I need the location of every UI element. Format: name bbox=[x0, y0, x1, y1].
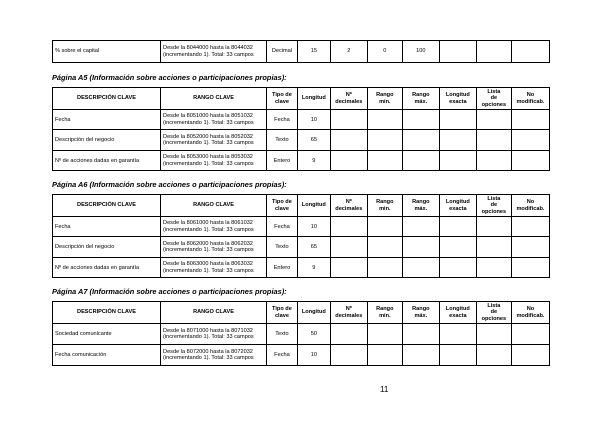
empty-cell bbox=[330, 110, 367, 130]
descripcion-cell: Nº de acciones dadas en garantía bbox=[53, 258, 161, 278]
empty-cell bbox=[511, 110, 549, 130]
header-longitud: Longitud bbox=[297, 302, 330, 324]
section-title: Página A7 (Información sobre acciones o participaciones propias): bbox=[52, 287, 287, 296]
rango-min-cell: 0 bbox=[367, 41, 402, 63]
tipo-cell: Fecha bbox=[267, 110, 298, 130]
empty-cell bbox=[476, 110, 511, 130]
longitud-cell: 50 bbox=[297, 324, 330, 345]
table-row bbox=[53, 237, 550, 258]
empty-cell bbox=[367, 324, 402, 345]
header-descripcion: DESCRIPCIÓN CLAVE bbox=[53, 88, 161, 110]
empty-cell bbox=[439, 130, 476, 151]
empty-cell bbox=[511, 258, 549, 278]
header-longitud: Longitud bbox=[297, 195, 330, 217]
header-longitud-exacta: Longitud exacta bbox=[439, 302, 476, 324]
descripcion-cell: % sobre el capital bbox=[53, 41, 161, 63]
empty-cell bbox=[476, 324, 511, 345]
empty-cell bbox=[439, 217, 476, 237]
header-row bbox=[53, 88, 550, 110]
empty-cell bbox=[402, 237, 439, 258]
tipo-cell: Texto bbox=[267, 324, 298, 345]
longitud-cell: 65 bbox=[297, 130, 330, 151]
table-row bbox=[53, 345, 550, 366]
header-lista-opciones: Lista de opciones bbox=[476, 88, 511, 110]
empty-cell bbox=[439, 345, 476, 366]
table-row bbox=[53, 258, 550, 278]
tipo-cell: Texto bbox=[267, 237, 298, 258]
header-tipo: Tipo de clave bbox=[267, 195, 298, 217]
header-rango: RANGO CLAVE bbox=[161, 302, 267, 324]
rango-max-cell: 100 bbox=[402, 41, 439, 63]
empty-cell bbox=[330, 237, 367, 258]
empty-cell bbox=[402, 110, 439, 130]
empty-cell bbox=[330, 345, 367, 366]
header-no-modificab: No modificab. bbox=[511, 195, 549, 217]
tipo-cell: Texto bbox=[267, 130, 298, 151]
header-longitud-exacta: Longitud exacta bbox=[439, 88, 476, 110]
rango-cell: Desde la 8072000 hasta la 8072032 (incrementando 1). Total: 33 campos bbox=[161, 345, 267, 366]
table-row bbox=[53, 130, 550, 151]
header-rango-max: Rango máx. bbox=[402, 88, 439, 110]
empty-cell bbox=[511, 324, 549, 345]
empty-cell bbox=[330, 217, 367, 237]
longitud-cell: 9 bbox=[297, 151, 330, 171]
descripcion-cell: Descripción del negocio bbox=[53, 130, 161, 151]
longitud-cell: 10 bbox=[297, 217, 330, 237]
empty-cell bbox=[367, 258, 402, 278]
table-row bbox=[53, 324, 550, 345]
header-lista-opciones: Lista de opciones bbox=[476, 302, 511, 324]
header-rango-max: Rango máx. bbox=[402, 195, 439, 217]
rango-cell: Desde la 8061000 hasta la 8061032 (incrementando 1). Total: 33 campos bbox=[161, 217, 267, 237]
header-longitud: Longitud bbox=[297, 88, 330, 110]
table-row bbox=[53, 110, 550, 130]
header-rango-min: Rango min. bbox=[367, 88, 402, 110]
empty-cell bbox=[439, 324, 476, 345]
table-row bbox=[53, 217, 550, 237]
tipo-cell: Entero bbox=[267, 258, 298, 278]
header-no-modificab: No modificab. bbox=[511, 302, 549, 324]
header-lista-opciones: Lista de opciones bbox=[476, 195, 511, 217]
top-table bbox=[52, 40, 550, 63]
header-row bbox=[53, 302, 550, 324]
tipo-cell: Decimal bbox=[267, 41, 298, 63]
empty-cell bbox=[367, 151, 402, 171]
header-decimales: Nº decimales bbox=[330, 302, 367, 324]
lista-opciones-cell bbox=[476, 41, 511, 63]
table-row bbox=[53, 41, 550, 63]
empty-cell bbox=[402, 130, 439, 151]
empty-cell bbox=[439, 237, 476, 258]
descripcion-cell: Fecha comunicación bbox=[53, 345, 161, 366]
header-tipo: Tipo de clave bbox=[267, 88, 298, 110]
header-rango-min: Rango min. bbox=[367, 302, 402, 324]
empty-cell bbox=[476, 345, 511, 366]
descripcion-cell: Fecha bbox=[53, 217, 161, 237]
rango-cell: Desde la 8051000 hasta la 8051032 (incrementando 1). Total: 33 campos bbox=[161, 110, 267, 130]
empty-cell bbox=[402, 324, 439, 345]
empty-cell bbox=[476, 151, 511, 171]
longitud-cell: 9 bbox=[297, 258, 330, 278]
longitud-cell: 10 bbox=[297, 110, 330, 130]
empty-cell bbox=[511, 237, 549, 258]
empty-cell bbox=[402, 151, 439, 171]
header-tipo: Tipo de clave bbox=[267, 302, 298, 324]
empty-cell bbox=[367, 217, 402, 237]
section-title: Página A5 (Información sobre acciones o participaciones propias): bbox=[52, 73, 287, 82]
header-rango: RANGO CLAVE bbox=[161, 195, 267, 217]
empty-cell bbox=[439, 258, 476, 278]
tipo-cell: Entero bbox=[267, 151, 298, 171]
empty-cell bbox=[439, 110, 476, 130]
empty-cell bbox=[476, 130, 511, 151]
empty-cell bbox=[330, 324, 367, 345]
empty-cell bbox=[511, 151, 549, 171]
descripcion-cell: Sociedad comunicante bbox=[53, 324, 161, 345]
header-decimales: Nº decimales bbox=[330, 195, 367, 217]
section-a7-table bbox=[52, 301, 550, 366]
empty-cell bbox=[439, 151, 476, 171]
descripcion-cell: Fecha bbox=[53, 110, 161, 130]
rango-cell: Desde la 8053000 hasta la 8053032 (incrementando 1). Total: 33 campos bbox=[161, 151, 267, 171]
table-row bbox=[53, 151, 550, 171]
descripcion-cell: Nº de acciones dadas en garantía bbox=[53, 151, 161, 171]
empty-cell bbox=[511, 345, 549, 366]
descripcion-cell: Descripción del negocio bbox=[53, 237, 161, 258]
header-descripcion: DESCRIPCIÓN CLAVE bbox=[53, 302, 161, 324]
empty-cell bbox=[402, 345, 439, 366]
empty-cell bbox=[476, 258, 511, 278]
header-rango: RANGO CLAVE bbox=[161, 88, 267, 110]
tipo-cell: Fecha bbox=[267, 217, 298, 237]
rango-cell: Desde la 8052000 hasta la 8052032 (incrementando 1). Total: 33 campos bbox=[161, 130, 267, 151]
decimales-cell: 2 bbox=[330, 41, 367, 63]
longitud-cell: 65 bbox=[297, 237, 330, 258]
longitud-cell: 10 bbox=[297, 345, 330, 366]
empty-cell bbox=[511, 130, 549, 151]
tipo-cell: Fecha bbox=[267, 345, 298, 366]
rango-cell: Desde la 8044000 hasta la 8044032 (incrementando 1). Total: 33 campos bbox=[161, 41, 267, 63]
header-decimales: Nº decimales bbox=[330, 88, 367, 110]
empty-cell bbox=[402, 258, 439, 278]
rango-cell: Desde la 8062000 hasta la 8062032 (incrementando 1). Total: 33 campos bbox=[161, 237, 267, 258]
header-rango-max: Rango máx. bbox=[402, 302, 439, 324]
header-no-modificab: No modificab. bbox=[511, 88, 549, 110]
rango-cell: Desde la 8071000 hasta la 8071032 (incrementando 1). Total: 33 campos bbox=[161, 324, 267, 345]
empty-cell bbox=[367, 130, 402, 151]
longitud-exacta-cell bbox=[439, 41, 476, 63]
empty-cell bbox=[511, 217, 549, 237]
section-a6-table bbox=[52, 194, 550, 278]
empty-cell bbox=[330, 258, 367, 278]
header-rango-min: Rango min. bbox=[367, 195, 402, 217]
empty-cell bbox=[367, 345, 402, 366]
section-title: Página A6 (Información sobre acciones o participaciones propias): bbox=[52, 180, 287, 189]
empty-cell bbox=[476, 237, 511, 258]
empty-cell bbox=[330, 151, 367, 171]
empty-cell bbox=[402, 217, 439, 237]
empty-cell bbox=[330, 130, 367, 151]
rango-cell: Desde la 8063000 hasta la 8063032 (incrementando 1). Total: 33 campos bbox=[161, 258, 267, 278]
page-number: 11 bbox=[380, 385, 389, 394]
longitud-cell: 15 bbox=[297, 41, 330, 63]
header-row bbox=[53, 195, 550, 217]
empty-cell bbox=[367, 237, 402, 258]
empty-cell bbox=[476, 217, 511, 237]
no-modificab-cell bbox=[511, 41, 549, 63]
header-descripcion: DESCRIPCIÓN CLAVE bbox=[53, 195, 161, 217]
empty-cell bbox=[367, 110, 402, 130]
header-longitud-exacta: Longitud exacta bbox=[439, 195, 476, 217]
section-a5-table bbox=[52, 87, 550, 171]
